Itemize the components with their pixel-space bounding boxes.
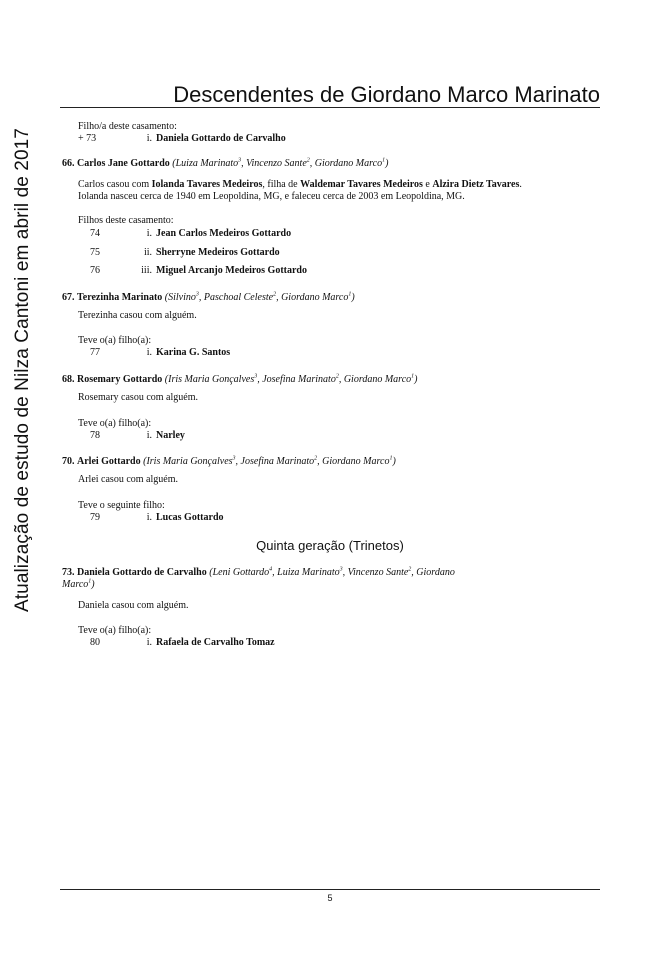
page-title: Descendentes de Giordano Marco Marinato bbox=[173, 82, 600, 107]
page-number: 5 bbox=[327, 893, 333, 903]
entry-header: 67. Terezinha Marinato (Silvino$^3$, Paschoal Celeste$^2$, Giordano Marco$^1$) bbox=[62, 291, 355, 303]
child-name: Sherryne Medeiros Gottardo bbox=[156, 247, 280, 258]
header-rule bbox=[60, 107, 600, 108]
child-name: Jean Carlos Medeiros Gottardo bbox=[156, 228, 292, 239]
children-label: Filho/a deste casamento: bbox=[78, 121, 177, 132]
children-label: Filhos deste casamento: bbox=[78, 215, 174, 226]
marriage-text: Daniela casou com alguém. bbox=[78, 600, 189, 611]
marriage-text: Rosemary casou com alguém. bbox=[78, 392, 198, 403]
details-text: Iolanda nasceu cerca de 1940 em Leopoldina, MG, e faleceu cerca de 2003 em Leopoldina, MG. bbox=[78, 191, 465, 202]
child-name: Daniela Gottardo de Carvalho bbox=[156, 133, 286, 144]
child-name: Karina G. Santos bbox=[156, 347, 231, 358]
children-label: Teve o(a) filho(a): bbox=[78, 335, 152, 346]
entry-header: 70. Arlei Gottardo (Iris Maria Gonçalves$^3$, Josefina Marinato$^2$, Giordano Marco$^1$) bbox=[62, 455, 396, 467]
child-name: Narley bbox=[156, 430, 185, 441]
marriage-text: Arlei casou com alguém. bbox=[78, 474, 178, 485]
marriage-text: Terezinha casou com alguém. bbox=[78, 310, 197, 321]
footer-rule bbox=[60, 889, 600, 890]
child-prefix: + bbox=[78, 133, 84, 144]
child-name: Miguel Arcanjo Medeiros Gottardo bbox=[156, 265, 307, 276]
children-label: Teve o seguinte filho: bbox=[78, 500, 165, 511]
children-label: Teve o(a) filho(a): bbox=[78, 418, 152, 429]
entry-header: 68. Rosemary Gottardo (Iris Maria Gonçalves$^3$, Josefina Marinato$^2$, Giordano Marco$^1$) bbox=[62, 373, 418, 385]
child-name: Rafaela de Carvalho Tomaz bbox=[156, 637, 275, 648]
child-number: 73 bbox=[86, 133, 97, 144]
children-label: Teve o(a) filho(a): bbox=[78, 625, 152, 636]
generation-title: Quinta geração (Trinetos) bbox=[256, 538, 404, 553]
entry-header-cont: Marco$^1$) bbox=[62, 578, 95, 590]
entry-header: 73. Daniela Gottardo de Carvalho (Leni Gottardo$^4$, Luiza Marinato$^3$, Vincenzo Sante$^2$, Giordano bbox=[62, 566, 455, 578]
entry-header: 66. Carlos Jane Gottardo (Luiza Marinato$^3$, Vincenzo Sante$^2$, Giordano Marco$^1$) bbox=[62, 157, 389, 169]
side-note: Atualização de estudo de Nilza Cantoni em abril de 2017 bbox=[12, 128, 33, 612]
child-name: Lucas Gottardo bbox=[156, 512, 224, 523]
marriage-text: Carlos casou com Iolanda Tavares Medeiros, filha de Waldemar Tavares Medeiros e Alzira Dietz Tavares. bbox=[78, 179, 522, 190]
